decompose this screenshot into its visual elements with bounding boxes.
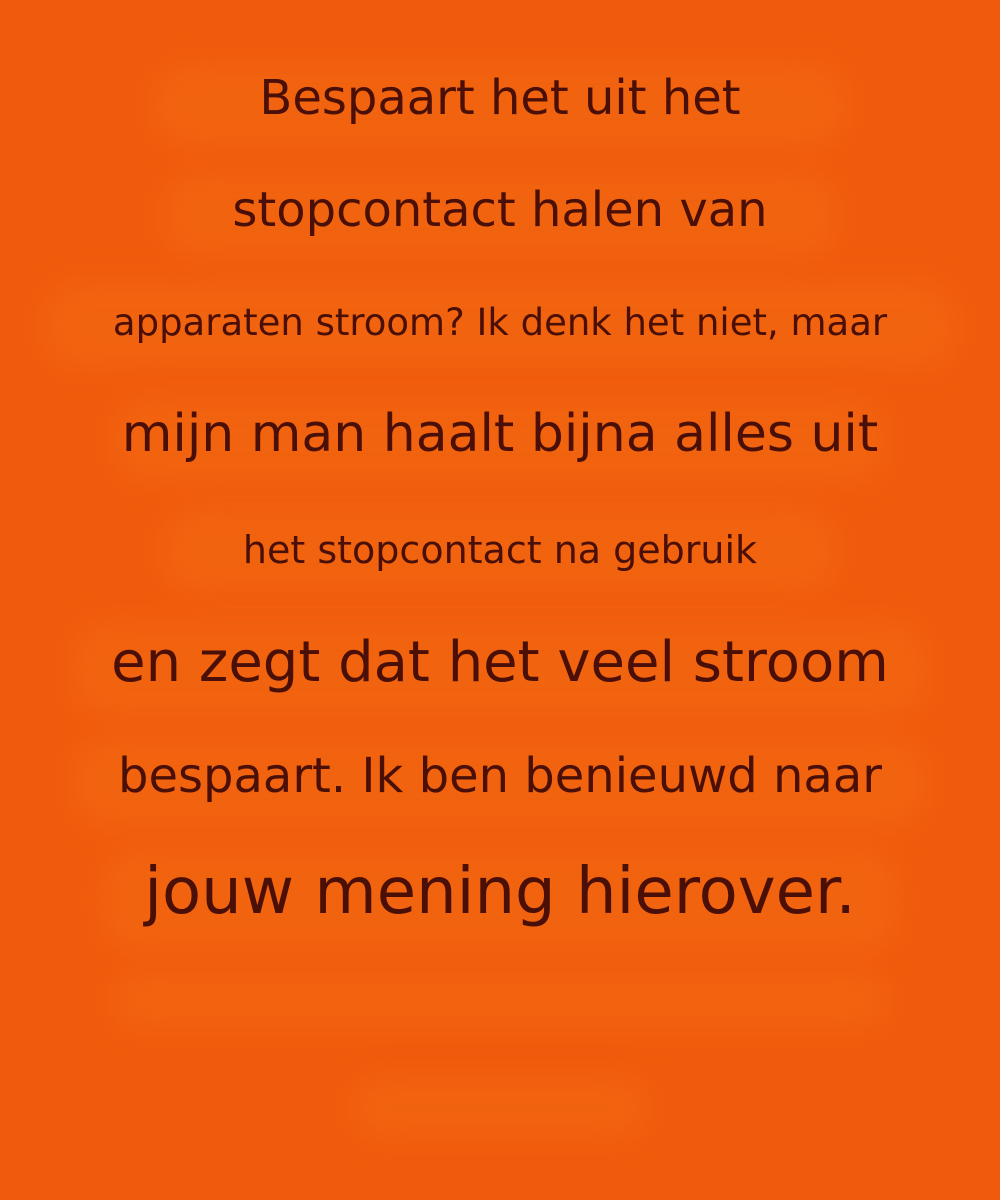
text-line-8: jouw mening hierover.	[144, 855, 856, 929]
text-line-6: en zegt dat het veel stroom	[111, 630, 889, 695]
blur-band	[110, 970, 890, 1030]
text-line-2: stopcontact halen van	[232, 182, 768, 238]
text-line-3: apparaten stroom? Ik denk het niet, maar	[112, 301, 888, 344]
text-line-1: Bespaart het uit het	[259, 70, 741, 126]
text-line-7: bespaart. Ik ben benieuwd naar	[118, 748, 882, 804]
blur-band	[350, 1075, 650, 1140]
text-line-4: mijn man haalt bijna alles uit	[121, 404, 879, 464]
text-line-5: het stopcontact na gebruik	[242, 528, 758, 572]
